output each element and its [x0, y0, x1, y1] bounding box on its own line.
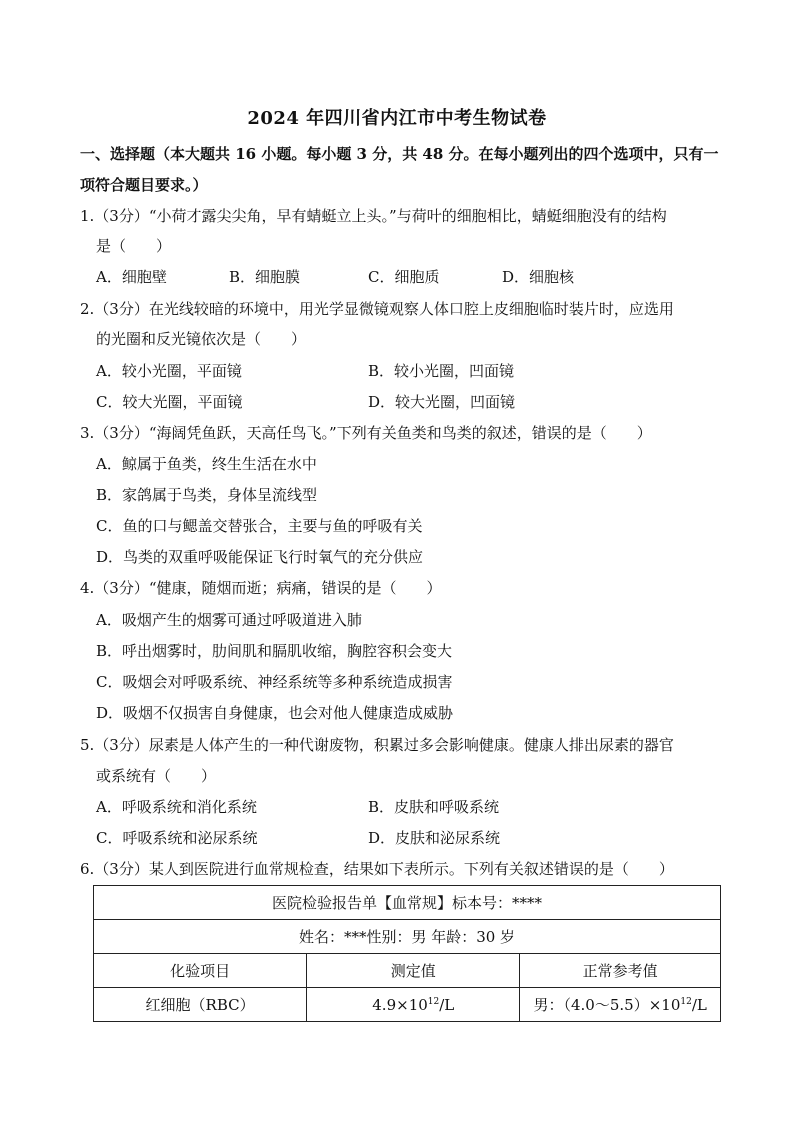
- value-base: 4.9×10: [372, 995, 428, 1014]
- blood-test-report-table: [93, 885, 721, 1022]
- question-2-option-a[interactable]: A．较小光圈，平面镜: [96, 362, 242, 380]
- question-2-option-d[interactable]: D．较大光圈，凹面镜: [368, 393, 516, 411]
- question-5-option-d[interactable]: D．皮肤和泌尿系统: [368, 829, 501, 847]
- question-5-option-b[interactable]: B．皮肤和呼吸系统: [368, 798, 500, 816]
- value-exponent: 12: [427, 996, 440, 1007]
- column-header-value: 测定值: [307, 954, 520, 988]
- value-unit: /L: [439, 995, 455, 1014]
- question-1-option-c[interactable]: C．细胞质: [368, 268, 440, 286]
- cell-reference-rbc: [520, 988, 721, 1022]
- question-3-line-1: 3.（3分）“海阔凭鱼跃，天高任鸟飞。”下列有关鱼类和鸟类的叙述，错误的是（ ）: [80, 424, 652, 442]
- question-6-line-1: 6.（3分）某人到医院进行血常规检查，结果如下表所示。下列有关叙述错误的是（ ）: [80, 860, 674, 878]
- question-4-line-1: 4.（3分）“健康，随烟而逝；病痛，错误的是（ ）: [80, 579, 442, 597]
- question-2-line-2: 的光圈和反光镜依次是（ ）: [96, 330, 307, 348]
- question-4-option-b[interactable]: B．呼出烟雾时，肋间肌和膈肌收缩，胸腔容积会变大: [96, 642, 453, 660]
- reference-exponent: 12: [680, 997, 692, 1007]
- question-4-option-c[interactable]: C．吸烟会对呼吸系统、神经系统等多种系统造成损害: [96, 673, 453, 691]
- report-patient-info: 姓名：***性别：男 年龄：30 岁: [94, 920, 721, 954]
- table-row: [94, 988, 721, 1022]
- question-1-line-2: 是（ ）: [96, 237, 172, 255]
- question-4-option-d[interactable]: D．吸烟不仅损害自身健康，也会对他人健康造成威胁: [96, 704, 454, 722]
- question-2-line-1: 2.（3分）在光线较暗的环境中，用光学显微镜观察人体口腔上皮细胞临时装片时，应选用: [80, 300, 674, 318]
- question-4-option-a[interactable]: A．吸烟产生的烟雾可通过呼吸道进入肺: [96, 611, 362, 629]
- question-2-option-c[interactable]: C．较大光圈，平面镜: [96, 393, 243, 411]
- question-3-option-c[interactable]: C．鱼的口与鳃盖交替张合，主要与鱼的呼吸有关: [96, 517, 423, 535]
- report-header: 医院检验报告单【血常规】标本号：****: [94, 886, 721, 920]
- reference-unit: /L: [691, 996, 707, 1014]
- section-heading: 一、选择题（本大题共 16 小题。每小题 3 分，共 48 分。在每小题列出的四个选项中，只有一项符合题目要求。）: [80, 145, 719, 194]
- column-header-item: 化验项目: [94, 954, 307, 988]
- question-1-option-b[interactable]: B．细胞膜: [229, 268, 301, 286]
- question-5-option-a[interactable]: A．呼吸系统和消化系统: [96, 798, 257, 816]
- exam-title: 2024 年四川省内江市中考生物试卷: [247, 108, 547, 129]
- column-header-reference: 正常参考值: [520, 954, 721, 988]
- reference-base: 男：（4.0～5.5）×10: [533, 996, 681, 1014]
- question-1-option-d[interactable]: D．细胞核: [502, 268, 575, 286]
- question-1-option-a[interactable]: A．细胞壁: [96, 268, 167, 286]
- cell-item-rbc: 红细胞（RBC）: [94, 988, 307, 1022]
- question-2-option-b[interactable]: B．较小光圈，凹面镜: [368, 362, 515, 380]
- question-5-line-1: 5.（3分）尿素是人体产生的一种代谢废物，积累过多会影响健康。健康人排出尿素的器官: [80, 736, 674, 754]
- question-5-option-c[interactable]: C．呼吸系统和泌尿系统: [96, 829, 258, 847]
- cell-value-rbc: [307, 988, 520, 1022]
- question-5-line-2: 或系统有（ ）: [96, 767, 217, 785]
- question-3-option-a[interactable]: A．鲸属于鱼类，终生生活在水中: [96, 455, 317, 473]
- question-3-option-b[interactable]: B．家鸽属于鸟类，身体呈流线型: [96, 486, 318, 504]
- question-1-line-1: 1.（3分）“小荷才露尖尖角，早有蜻蜓立上头。”与荷叶的细胞相比，蜻蜓细胞没有的结构: [80, 207, 667, 225]
- question-3-option-d[interactable]: D．鸟类的双重呼吸能保证飞行时氧气的充分供应: [96, 548, 424, 566]
